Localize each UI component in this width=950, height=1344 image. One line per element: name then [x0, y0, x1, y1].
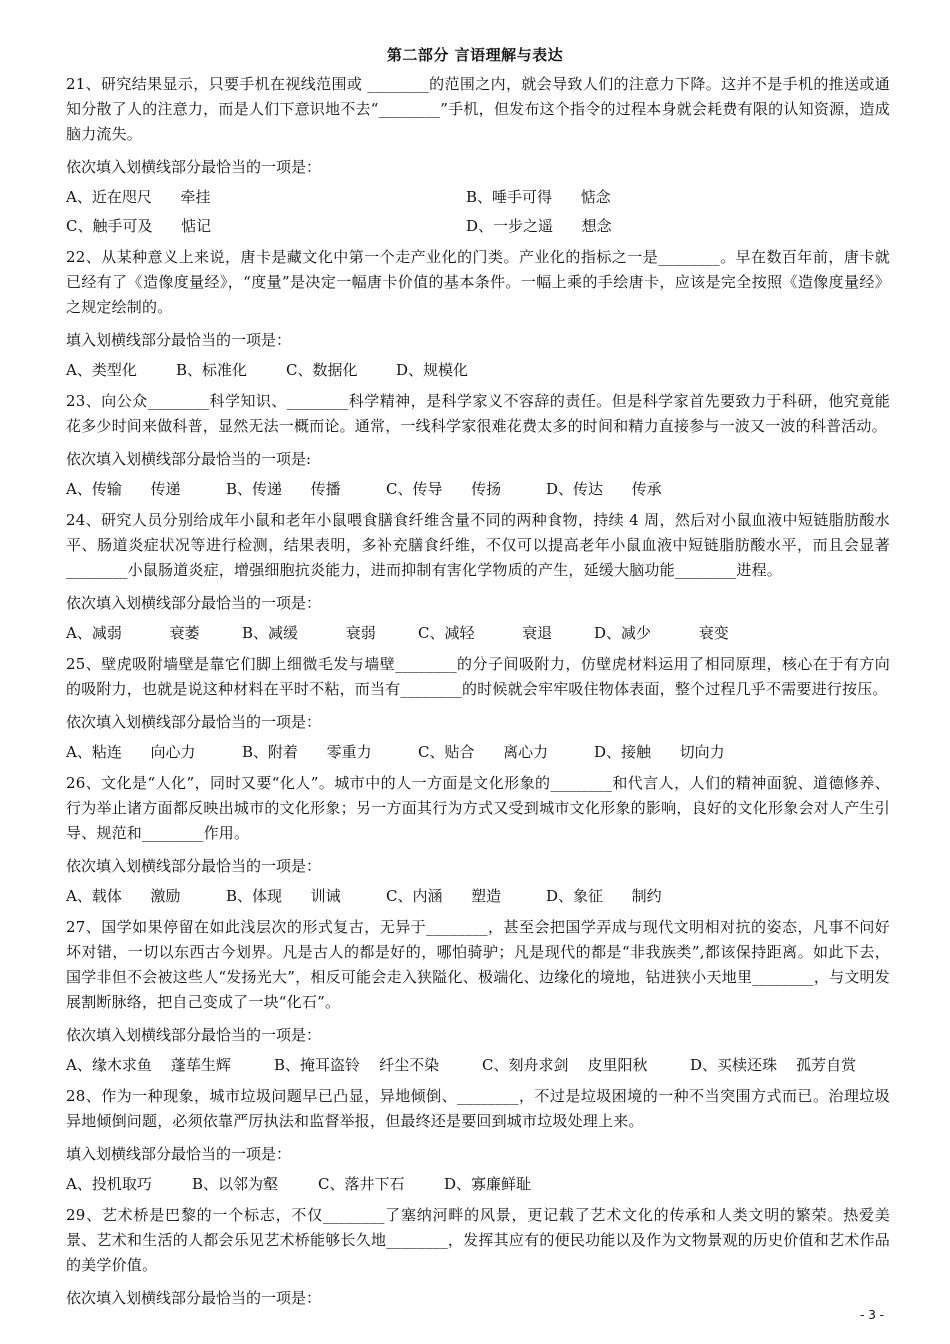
option-d[interactable]: D、象征 制约 — [546, 887, 662, 905]
question-prompt: 依次填入划横线部分最恰当的一项是： — [66, 857, 322, 875]
section-title: 第二部分 言语理解与表达 — [386, 46, 564, 64]
question-text: 28、作为一种现象，城市垃圾问题早已凸显，异地倾倒、________，不过是垃圾困境的一种不当突围方式而已。治理垃圾异地倾倒问题，必须依靠严厉执法和监督举报，但最终还是要回到城市垃圾处理上来。 — [66, 1087, 890, 1130]
question-text: 27、国学如果停留在如此浅层次的形式复古，无异于________，甚至会把国学弄成与现代文明相对抗的姿态，凡事不问好坏对错，一切以东西古今划界。凡是古人的都是好的，哪怕骑驴；凡是现代的都是“非我族类”,都该保持距离。如此下去，国学非但不会被这些人“发扬光大”，相反可能会走入狭隘化、极端化、边缘化的境地，钻进狭小天地里________，与文明发展割断脉络，把自己变成了一块“化石”。 — [66, 918, 890, 1011]
option-b[interactable]: B、传递 传播 — [226, 480, 341, 498]
option-c[interactable]: C、落井下石 — [318, 1175, 405, 1193]
option-a[interactable]: A、传输 传递 — [66, 480, 181, 498]
option-b[interactable]: B、减缓 衰弱 — [242, 624, 376, 642]
question-prompt: 填入划横线部分最恰当的一项是： — [66, 331, 292, 349]
option-a[interactable]: A、类型化 — [66, 361, 137, 379]
question-23 — [66, 389, 890, 502]
option-d[interactable]: D、买椟还珠 孤芳自赏 — [690, 1056, 857, 1074]
option-b[interactable]: B、附着 零重力 — [242, 743, 372, 761]
option-c[interactable]: C、刻舟求剑 皮里阳秋 — [482, 1056, 648, 1074]
options — [66, 185, 890, 239]
page-number: - 3 - — [860, 1308, 884, 1322]
option-c[interactable]: C、触手可及 惦记 — [66, 217, 212, 235]
option-c[interactable]: C、贴合 离心力 — [418, 743, 549, 761]
option-c[interactable]: C、数据化 — [286, 361, 358, 379]
question-prompt: 填入划横线部分最恰当的一项是： — [66, 1145, 292, 1163]
question-prompt: 依次填入划横线部分最恰当的一项是: — [66, 450, 312, 468]
question-text: 21、研究结果显示，只要手机在视线范围或 ________的范围之内，就会导致人们的注意力下降。这并不是手机的推送或通知分散了人的注意力，而是人们下意识地不去“________”手机，但发布这个指令的过程本身就会耗费有限的认知资源，造成脑力流失。 — [66, 75, 890, 143]
option-c[interactable]: C、内涵 塑造 — [386, 887, 502, 905]
question-text: 24、研究人员分别给成年小鼠和老年小鼠喂食膳食纤维含量不同的两种食物，持续 4 周，然后对小鼠血液中短链脂肪酸水平、肠道炎症状况等进行检测，结果表明，多补充膳食纤维，不仅可以提高老年小鼠血液中短链脂肪酸水平，而且会显著________小鼠肠道炎症，增强细胞抗炎能力，进而抑制有害化学物质的产生，延缓大脑功能________进程。 — [66, 511, 890, 579]
question-prompt: 依次填入划横线部分最恰当的一项是： — [66, 1026, 322, 1044]
option-b[interactable]: B、掩耳盗铃 纤尘不染 — [274, 1056, 440, 1074]
question-25 — [66, 652, 890, 765]
option-a[interactable]: A、投机取巧 — [66, 1175, 152, 1193]
question-text: 29、艺术桥是巴黎的一个标志，不仅________了塞纳河畔的风景，更记载了艺术文化的传承和人类文明的繁荣。热爱美景、艺术和生活的人都会乐见艺术桥能够长久地________，发挥其应有的便民功能以及作为文物景观的历史价值和艺术作品的美学价值。 — [66, 1206, 890, 1274]
options — [66, 621, 890, 646]
question-24 — [66, 508, 890, 646]
option-b[interactable]: B、唾手可得 惦念 — [466, 188, 611, 206]
question-prompt: 依次填入划横线部分最恰当的一项是： — [66, 1289, 322, 1307]
question-29 — [66, 1203, 890, 1311]
options — [66, 358, 890, 383]
option-c[interactable]: C、减轻 衰退 — [418, 624, 553, 642]
option-d[interactable]: D、减少 衰变 — [594, 624, 729, 642]
option-d[interactable]: D、接触 切向力 — [594, 743, 725, 761]
question-list — [66, 72, 890, 1317]
options — [66, 477, 890, 502]
question-21 — [66, 72, 890, 239]
question-prompt: 依次填入划横线部分最恰当的一项是： — [66, 594, 322, 612]
question-text: 22、从某种意义上来说，唐卡是藏文化中第一个走产业化的门类。产业化的指标之一是________。早在数百年前，唐卡就已经有了《造像度量经》，“度量”是决定一幅唐卡价值的基本条件。一幅上乘的手绘唐卡，应该是完全按照《造像度量经》之规定绘制的。 — [66, 248, 890, 316]
option-d[interactable]: D、传达 传承 — [546, 480, 662, 498]
option-a[interactable]: A、缘木求鱼 蓬荜生辉 — [66, 1056, 231, 1074]
question-text: 26、文化是“人化”，同时又要“化人”。城市中的人一方面是文化形象的________和代言人，人们的精神面貌、道德修养、行为举止诸方面都反映出城市的文化形象；另一方面其行为方式又受到城市文化形象的影响，良好的文化形象会对人产生引导、规范和________作用。 — [66, 774, 890, 842]
option-b[interactable]: B、以邻为壑 — [192, 1175, 279, 1193]
option-d[interactable]: D、一步之遥 想念 — [466, 217, 612, 235]
option-d[interactable]: D、寡廉鲜耻 — [444, 1175, 532, 1193]
question-text: 25、壁虎吸附墙壁是靠它们脚上细微毛发与墙壁________的分子间吸附力，仿壁虎材料运用了相同原理，核心在于有方向的吸附力，也就是说这种材料在平时不粘，而当有________的时候就会牢牢吸住物体表面，整个过程几乎不需要进行按压。 — [66, 655, 890, 698]
question-text: 23、向公众________科学知识、________科学精神，是科学家义不容辞的责任。但是科学家首先要致力于科研，他究竟能花多少时间来做科普，显然无法一概而论。通常，一线科学家很难花费太多的时间和精力直接参与一波又一波的科普活动。 — [66, 392, 890, 435]
option-d[interactable]: D、规模化 — [396, 361, 469, 379]
options — [66, 1172, 890, 1197]
options — [66, 1053, 890, 1078]
question-22 — [66, 245, 890, 383]
option-a[interactable]: A、载体 激励 — [66, 887, 181, 905]
question-27 — [66, 915, 890, 1078]
question-28 — [66, 1084, 890, 1197]
option-b[interactable]: B、体现 训诫 — [226, 887, 341, 905]
options — [66, 740, 890, 765]
option-b[interactable]: B、标准化 — [176, 361, 248, 379]
options — [66, 884, 890, 909]
option-a[interactable]: A、近在咫尺 牵挂 — [66, 188, 211, 206]
option-a[interactable]: A、减弱 衰萎 — [66, 624, 200, 642]
question-26 — [66, 771, 890, 909]
option-a[interactable]: A、粘连 向心力 — [66, 743, 196, 761]
question-prompt: 依次填入划横线部分最恰当的一项是： — [66, 158, 322, 176]
option-c[interactable]: C、传导 传扬 — [386, 480, 502, 498]
question-prompt: 依次填入划横线部分最恰当的一项是： — [66, 713, 322, 731]
